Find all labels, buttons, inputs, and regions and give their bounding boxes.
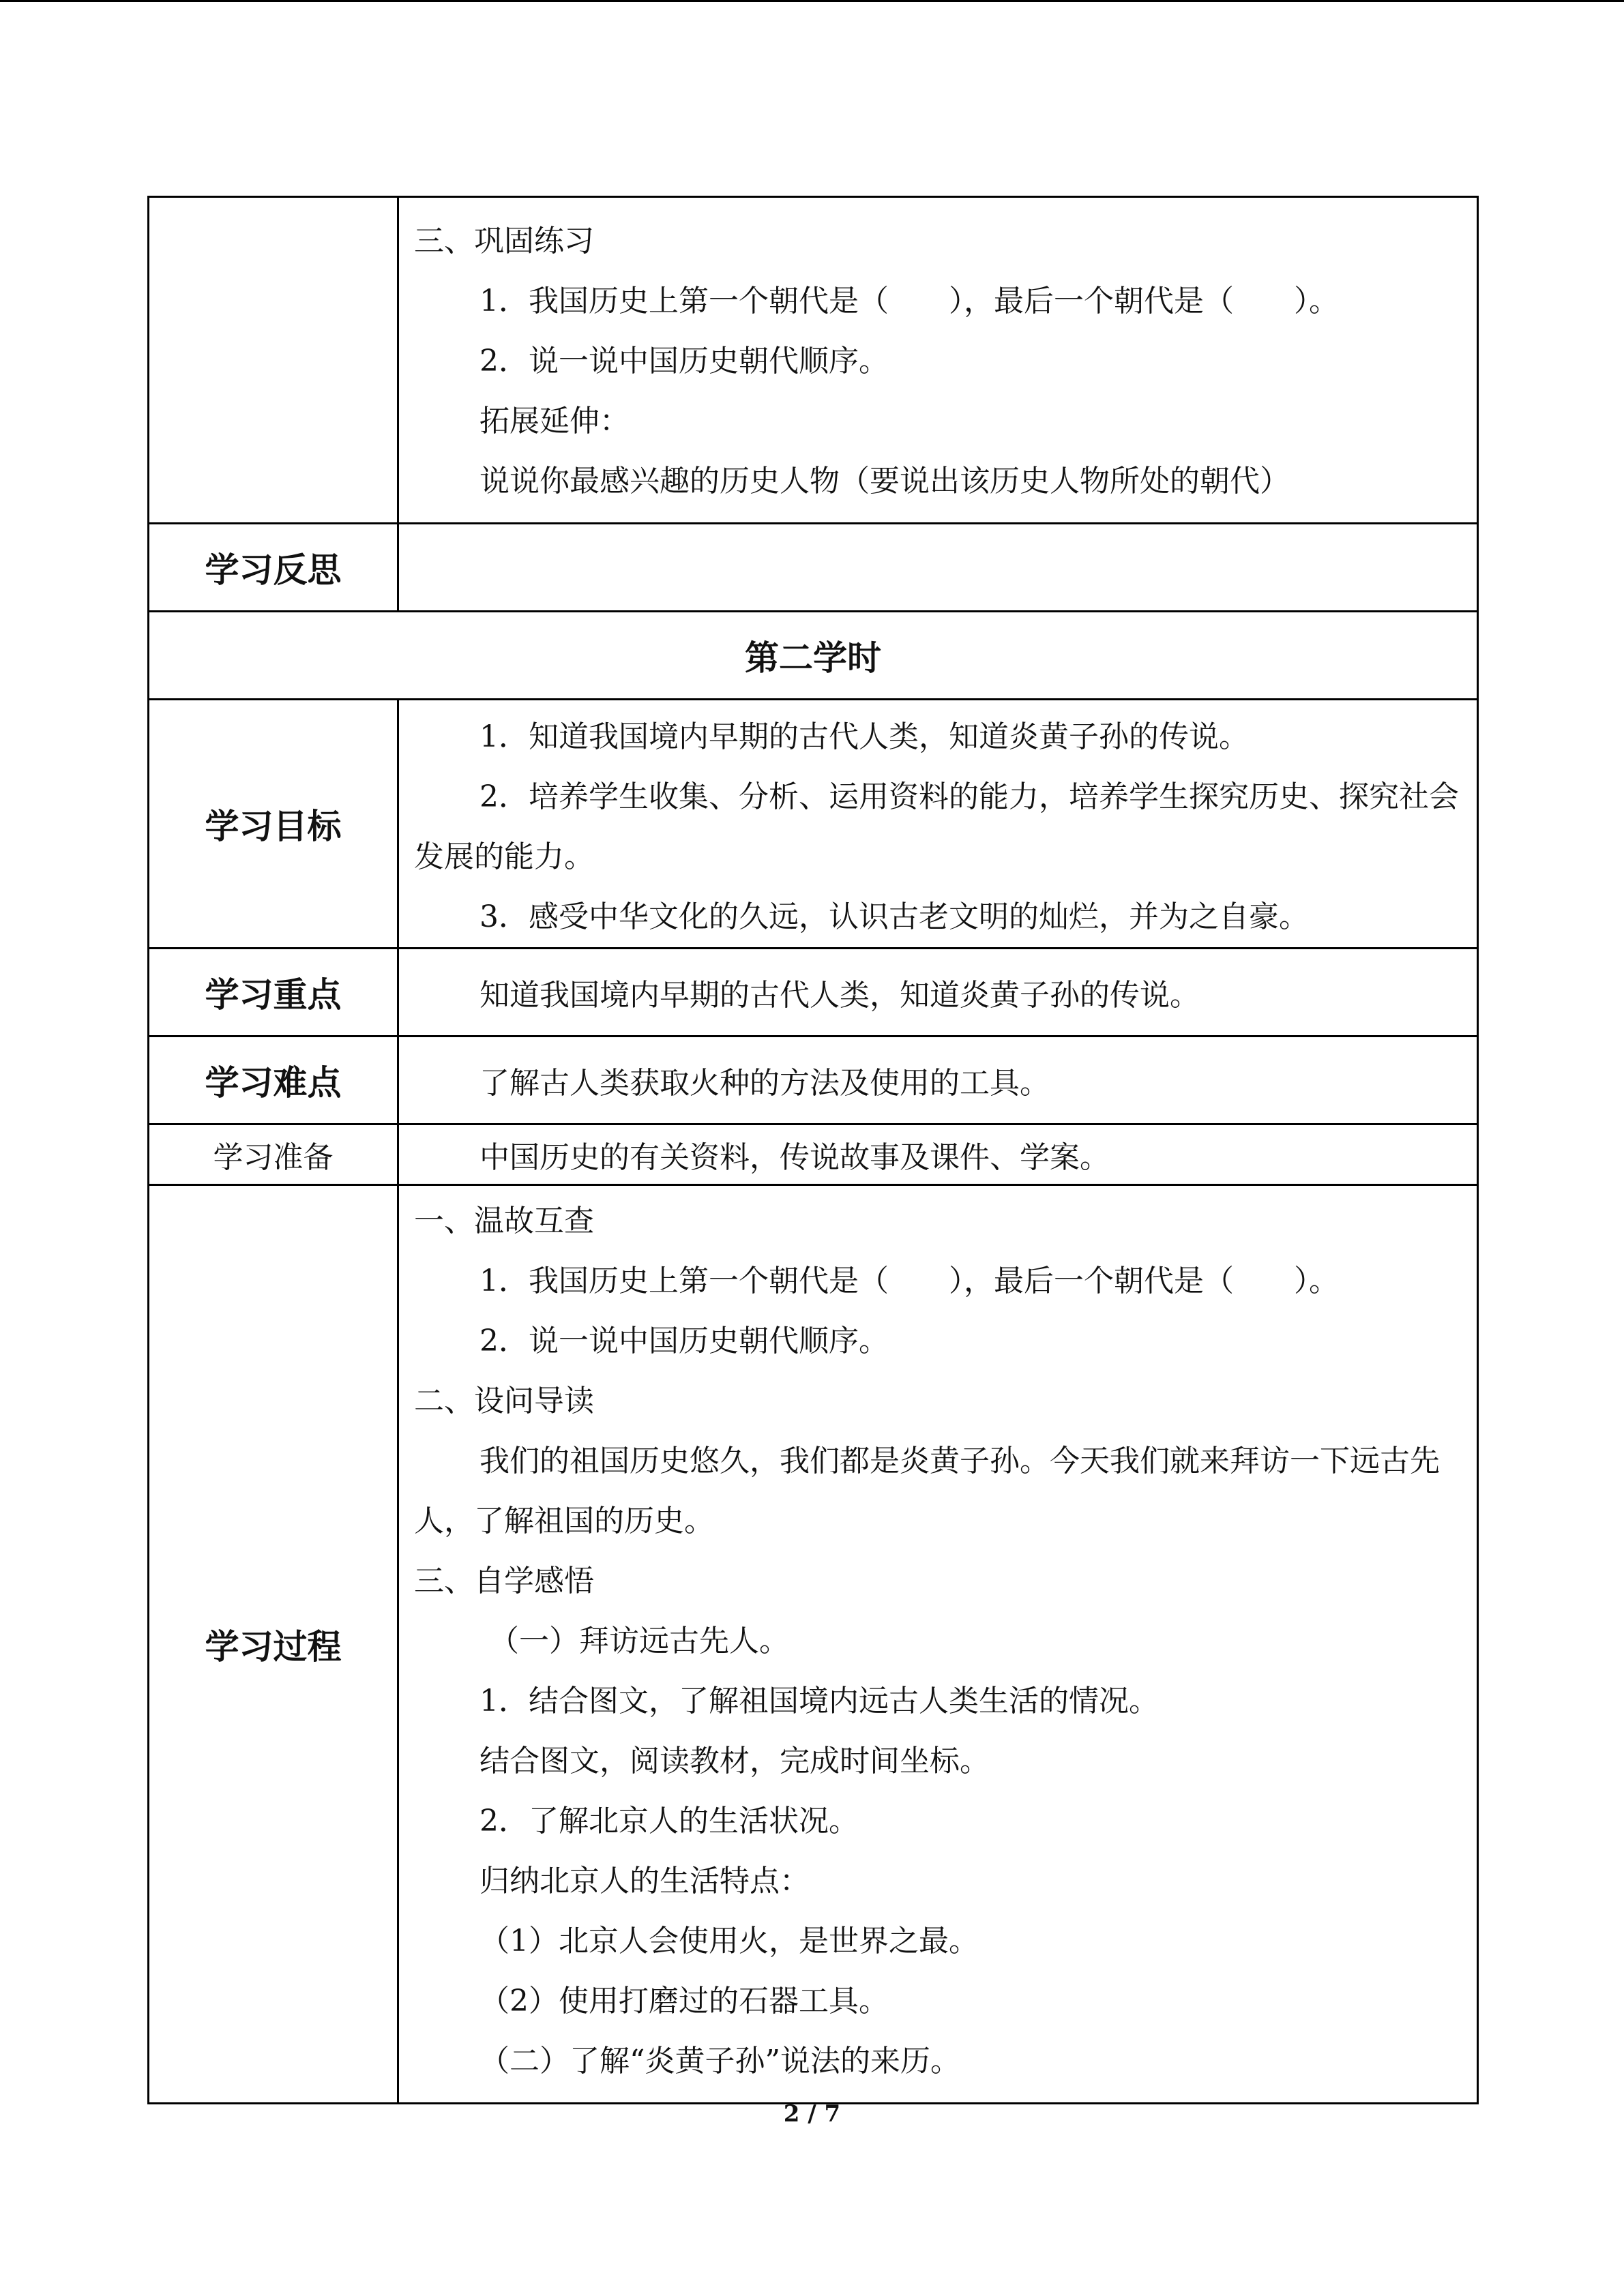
guided-reading-heading: 二、设问导读 <box>414 1384 594 1418</box>
key-points-row <box>149 949 1478 1037</box>
self-study-heading: 三、自学感悟 <box>414 1564 594 1598</box>
lesson-plan-table <box>147 196 1479 2104</box>
practice-content <box>398 197 1478 524</box>
objectives-label: 学习目标 <box>149 700 398 949</box>
reflection-row <box>149 524 1478 612</box>
objectives-content <box>398 700 1478 949</box>
difficulties-row <box>149 1037 1478 1124</box>
objectives-row <box>149 700 1478 949</box>
objective-item-3: 3．感受中华文化的久远，认识古老文明的灿烂，并为之自豪。 <box>479 899 1309 934</box>
study-item-2-summary: 归纳北京人的生活特点： <box>479 1864 810 1898</box>
practice-row <box>149 197 1478 524</box>
practice-item-2: 2．说一说中国历史朝代顺序。 <box>479 344 889 378</box>
process-content <box>398 1185 1478 2104</box>
difficulties-text: 了解古人类获取火种的方法及使用的工具。 <box>398 1037 1478 1124</box>
extension-item: 说说你最感兴趣的历史人物（要说出该历史人物所处的朝代） <box>479 464 1290 498</box>
extension-heading: 拓展延伸： <box>479 404 630 438</box>
difficulties-label: 学习难点 <box>149 1037 398 1124</box>
empty-label-cell <box>149 197 398 524</box>
preparation-text: 中国历史的有关资料，传说故事及课件、学案。 <box>398 1124 1478 1185</box>
reflection-label: 学习反思 <box>149 524 398 612</box>
review-item-2: 2．说一说中国历史朝代顺序。 <box>479 1324 889 1358</box>
study-item-1-task: 结合图文，阅读教材，完成时间坐标。 <box>479 1744 990 1778</box>
key-points-text: 知道我国境内早期的古代人类，知道炎黄子孙的传说。 <box>398 949 1478 1037</box>
lesson2-title-row <box>149 612 1478 700</box>
feature-1: （1）北京人会使用火，是世界之最。 <box>479 1924 979 1958</box>
study-item-1: 1．结合图文，了解祖国境内远古人类生活的情况。 <box>479 1684 1159 1718</box>
review-heading: 一、温故互查 <box>414 1204 594 1238</box>
page-number: 2 / 7 <box>783 2100 841 2128</box>
guided-reading-text: 我们的祖国历史悠久，我们都是炎黄子孙。今天我们就来拜访一下远古先人，了解祖国的历史。 <box>414 1444 1440 1538</box>
key-points-label: 学习重点 <box>149 949 398 1037</box>
top-border-line <box>0 0 1624 2</box>
objective-item-2: 2．培养学生收集、分析、运用资料的能力，培养学生探究历史、探究社会发展的能力。 <box>414 779 1459 874</box>
practice-heading: 三、巩固练习 <box>414 224 594 258</box>
review-item-1: 1．我国历史上第一个朝代是（ ），最后一个朝代是（ ）。 <box>479 1264 1339 1298</box>
preparation-row <box>149 1124 1478 1185</box>
process-row <box>149 1185 1478 2104</box>
study-item-2: 2．了解北京人的生活状况。 <box>479 1804 859 1838</box>
process-label: 学习过程 <box>149 1185 398 2104</box>
reflection-content <box>398 524 1478 612</box>
objective-item-1: 1．知道我国境内早期的古代人类，知道炎黄子孙的传说。 <box>479 719 1249 754</box>
lesson2-title: 第二学时 <box>149 612 1478 700</box>
subsection-1-heading: （一）拜访远古先人。 <box>489 1624 789 1658</box>
subsection-2-heading: （二）了解“炎黄子孙”说法的来历。 <box>479 2044 960 2078</box>
practice-item-1: 1．我国历史上第一个朝代是（ ），最后一个朝代是（ ）。 <box>479 284 1339 318</box>
preparation-label: 学习准备 <box>149 1124 398 1185</box>
feature-2: （2）使用打磨过的石器工具。 <box>479 1984 889 2018</box>
